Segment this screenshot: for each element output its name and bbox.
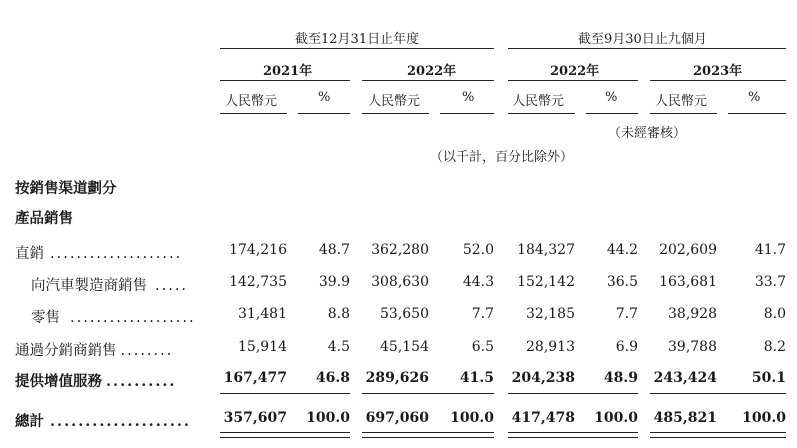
cell: 48.7 — [318, 242, 350, 258]
cell: 39.9 — [318, 274, 350, 290]
col-underline-rmb-3 — [508, 113, 575, 114]
cell: 39,788 — [668, 339, 717, 355]
row-label-text: 直銷 — [15, 246, 44, 262]
row-label-dots: .......... — [106, 373, 177, 390]
year-line-2023 — [650, 80, 786, 81]
total-double-line — [362, 432, 494, 438]
cell: 46.8 — [315, 370, 350, 386]
cell: 289,626 — [365, 370, 429, 386]
cell: 4.5 — [327, 339, 350, 355]
cell: 44.2 — [606, 242, 638, 258]
cell: 8.2 — [763, 339, 786, 355]
cell: 15,914 — [238, 339, 287, 355]
cell: 8.0 — [763, 306, 786, 322]
col-header-rmb-1: 人民幣元 — [225, 94, 278, 109]
col-underline-rmb-2 — [362, 113, 429, 114]
cell: 152,142 — [517, 274, 575, 290]
row-label-dots: .................... — [50, 246, 183, 262]
col-header-pct-3: % — [605, 90, 618, 105]
cell: 357,607 — [223, 410, 287, 426]
cell: 485,821 — [653, 410, 717, 426]
unaudited-note: （未經審核） — [608, 126, 687, 141]
col-header-pct-2: % — [462, 90, 475, 105]
period-line-nine — [508, 48, 786, 49]
cell: 6.5 — [471, 339, 494, 355]
cell: 163,681 — [659, 274, 717, 290]
cell: 142,735 — [229, 274, 287, 290]
subtotal-line — [508, 393, 638, 394]
cell: 184,327 — [517, 242, 575, 258]
cell: 6.9 — [615, 339, 638, 355]
cell: 100.0 — [594, 410, 638, 426]
row-label-total — [15, 410, 191, 431]
cell: 41.5 — [459, 370, 494, 386]
cell: 44.3 — [462, 274, 494, 290]
cell: 100.0 — [450, 410, 494, 426]
cell: 204,238 — [511, 370, 575, 386]
col-underline-pct-3 — [586, 113, 638, 114]
year-line-2022a — [362, 80, 494, 81]
period-header-nine: 截至9月30日止九個月 — [578, 32, 707, 47]
year-header-2022a: 2022年 — [407, 64, 457, 79]
row-label-value-added-services — [15, 370, 176, 391]
cell: 53,650 — [380, 306, 429, 322]
cell: 32,185 — [526, 306, 575, 322]
units-note: （以千計，百分比除外） — [430, 150, 574, 165]
row-label-oem-sales — [31, 274, 188, 295]
row-label-text: 通過分銷商銷售 — [15, 343, 117, 359]
cell: 41.7 — [754, 242, 786, 258]
cell: 7.7 — [615, 306, 638, 322]
year-header-2023: 2023年 — [693, 64, 743, 79]
subtotal-line — [650, 393, 786, 394]
subtotal-line — [362, 393, 494, 394]
col-header-pct-4: % — [748, 90, 761, 105]
cell: 45,154 — [380, 339, 429, 355]
col-header-rmb-2: 人民幣元 — [368, 94, 421, 109]
col-underline-pct-1 — [298, 113, 350, 114]
row-label-text: 總計 — [15, 413, 44, 430]
cell: 100.0 — [306, 410, 350, 426]
cell: 417,478 — [511, 410, 575, 426]
cell: 697,060 — [365, 410, 429, 426]
period-header-year: 截至12月31日止年度 — [295, 32, 420, 47]
cell: 33.7 — [754, 274, 786, 290]
row-label-dots: ..... — [155, 278, 189, 294]
cell: 7.7 — [471, 306, 494, 322]
row-label-dots: .................... — [50, 413, 191, 430]
year-header-2021: 2021年 — [263, 64, 313, 79]
total-double-line — [220, 432, 350, 438]
cell: 8.8 — [327, 306, 350, 322]
cell: 50.1 — [751, 370, 786, 386]
cell: 202,609 — [659, 242, 717, 258]
section-by-channel: 按銷售渠道劃分 — [15, 180, 117, 197]
cell: 38,928 — [668, 306, 717, 322]
period-line-year — [220, 48, 494, 49]
col-underline-pct-2 — [440, 113, 494, 114]
cell: 174,216 — [229, 242, 287, 258]
col-header-pct-1: % — [318, 90, 331, 105]
row-label-text: 提供增值服務 — [15, 373, 102, 390]
cell: 243,424 — [653, 370, 717, 386]
cell: 167,477 — [223, 370, 287, 386]
section-product-sales: 產品銷售 — [15, 210, 73, 227]
total-double-line — [508, 432, 638, 438]
cell: 28,913 — [526, 339, 575, 355]
year-header-2022b: 2022年 — [550, 64, 600, 79]
cell: 36.5 — [606, 274, 638, 290]
total-double-line — [650, 432, 786, 438]
col-underline-rmb-4 — [650, 113, 717, 114]
row-label-text: 向汽車製造商銷售 — [31, 278, 147, 294]
cell: 31,481 — [238, 306, 287, 322]
row-label-text: 零售 — [31, 310, 60, 326]
cell: 48.9 — [603, 370, 638, 386]
row-label-distributor-sales — [15, 339, 173, 360]
row-label-dots: ................... — [70, 310, 196, 326]
col-underline-rmb-1 — [220, 113, 287, 114]
cell: 52.0 — [462, 242, 494, 258]
year-line-2021 — [220, 80, 350, 81]
col-underline-pct-4 — [728, 113, 786, 114]
year-line-2022b — [508, 80, 638, 81]
row-label-direct-sales — [15, 242, 182, 263]
row-label-retail — [31, 306, 196, 327]
col-header-rmb-4: 人民幣元 — [655, 94, 708, 109]
cell: 100.0 — [742, 410, 786, 426]
col-header-rmb-3: 人民幣元 — [512, 94, 565, 109]
cell: 308,630 — [371, 274, 429, 290]
cell: 362,280 — [371, 242, 429, 258]
row-label-dots: ........ — [120, 343, 174, 359]
subtotal-line — [220, 393, 350, 394]
